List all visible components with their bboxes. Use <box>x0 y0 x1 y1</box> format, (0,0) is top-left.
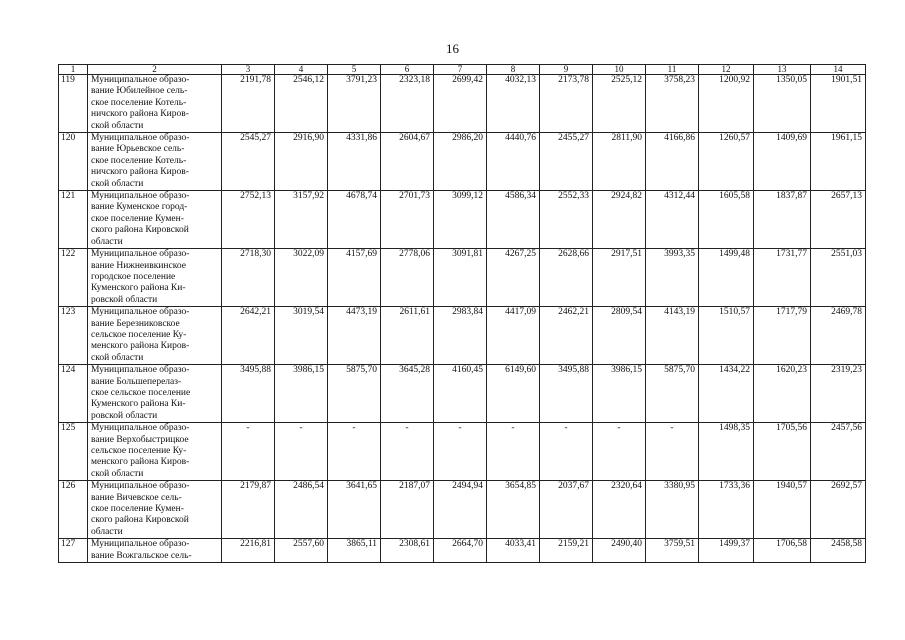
municipality-name-line: ского района Кировской <box>91 225 189 236</box>
value-cell: 2546,12 <box>275 75 328 133</box>
column-header-2: 2 <box>88 65 222 75</box>
value-cell: 2173,78 <box>540 75 593 133</box>
value-cell: 1350,05 <box>754 75 811 133</box>
value-cell: 4440,76 <box>487 133 540 191</box>
value-cell: - <box>328 423 381 481</box>
value-cell: 1837,87 <box>754 191 811 249</box>
value-cell: 2462,21 <box>540 307 593 365</box>
value-cell: 3495,88 <box>540 365 593 423</box>
municipality-name-line: вание Большеперелаз- <box>91 376 182 387</box>
value-cell: 1605,58 <box>699 191 754 249</box>
value-cell: 1260,57 <box>699 133 754 191</box>
value-cell: 1733,36 <box>699 481 754 539</box>
municipality-name-line: ской области <box>91 178 144 189</box>
value-cell: 1434,22 <box>699 365 754 423</box>
table-row <box>59 307 866 365</box>
municipality-name <box>88 191 222 249</box>
table-row <box>59 133 866 191</box>
value-cell: 1498,35 <box>699 423 754 481</box>
value-cell: - <box>381 423 434 481</box>
value-cell: 4312,44 <box>646 191 699 249</box>
value-cell: 3091,81 <box>434 249 487 307</box>
value-cell: 3157,92 <box>275 191 328 249</box>
value-cell: 1731,77 <box>754 249 811 307</box>
municipality-name-line: вание Березниковское <box>91 318 180 329</box>
municipality-name-line: сельское поселение Ку- <box>91 446 187 456</box>
value-cell: 2323,18 <box>381 75 434 133</box>
municipality-name-line: вание Нижнеивкинское <box>91 260 186 271</box>
municipality-name-line: вание Куменское город- <box>91 202 188 213</box>
column-header-8: 8 <box>487 65 540 75</box>
municipality-name-line: вание Вожгальское сель- <box>91 550 192 561</box>
value-cell: 2552,33 <box>540 191 593 249</box>
value-cell: 2811,90 <box>593 133 646 191</box>
value-cell: 2657,13 <box>811 191 866 249</box>
column-header-13: 13 <box>754 65 811 75</box>
municipality-name-line: сельское поселение Ку- <box>91 329 187 340</box>
value-cell: 3791,23 <box>328 75 381 133</box>
row-number: 124 <box>59 365 88 423</box>
value-cell: 2457,56 <box>811 423 866 481</box>
municipality-name-line: Муниципальное образо- <box>91 481 190 492</box>
table-row <box>59 249 866 307</box>
value-cell: 4678,74 <box>328 191 381 249</box>
value-cell: 3645,28 <box>381 365 434 423</box>
value-cell: - <box>646 423 699 481</box>
value-cell: 2551,03 <box>811 249 866 307</box>
municipality-name <box>88 133 222 191</box>
value-cell: 1200,92 <box>699 75 754 133</box>
value-cell: 1961,15 <box>811 133 866 191</box>
municipality-name-line: Муниципальное образо- <box>91 307 190 318</box>
municipality-name-line: ское поселение Кумен- <box>91 213 184 224</box>
value-cell: 2191,78 <box>222 75 275 133</box>
value-cell: 3759,51 <box>646 539 699 563</box>
value-cell: 2699,42 <box>434 75 487 133</box>
value-cell: 2718,30 <box>222 249 275 307</box>
municipality-name-line: Муниципальное образо- <box>91 191 190 202</box>
municipality-name-line: вание Верхобыстрицкое <box>91 434 189 445</box>
row-number: 125 <box>59 423 88 481</box>
municipality-name-line: менского района Киров- <box>91 341 190 352</box>
municipality-name-line: ничского района Киров- <box>91 109 189 120</box>
column-header-4: 4 <box>275 65 328 75</box>
municipality-name-line: ровской области <box>91 294 158 305</box>
value-cell: 2809,54 <box>593 307 646 365</box>
municipality-name-line: Муниципальное образо- <box>91 539 190 550</box>
value-cell: 2308,61 <box>381 539 434 563</box>
value-cell: 4473,19 <box>328 307 381 365</box>
municipality-name-line: ское поселение Котель- <box>91 155 187 166</box>
value-cell: 4160,45 <box>434 365 487 423</box>
value-cell: 2986,20 <box>434 133 487 191</box>
value-cell: 4157,69 <box>328 249 381 307</box>
row-number: 120 <box>59 133 88 191</box>
value-cell: 3865,11 <box>328 539 381 563</box>
value-cell: 3993,35 <box>646 249 699 307</box>
value-cell: 6149,60 <box>487 365 540 423</box>
value-cell: 2187,07 <box>381 481 434 539</box>
value-cell: 2752,13 <box>222 191 275 249</box>
municipality-name <box>88 481 222 539</box>
value-cell: 2179,87 <box>222 481 275 539</box>
municipality-name-line: области <box>91 236 123 247</box>
row-number: 121 <box>59 191 88 249</box>
page-number: 16 <box>446 41 459 56</box>
value-cell: 2216,81 <box>222 539 275 563</box>
municipality-name-line: Куменского района Ки- <box>91 283 186 294</box>
value-cell: 1901,51 <box>811 75 866 133</box>
municipality-name <box>88 365 222 423</box>
value-cell: 2664,70 <box>434 539 487 563</box>
municipality-name <box>88 249 222 307</box>
column-header-10: 10 <box>593 65 646 75</box>
value-cell: 4417,09 <box>487 307 540 365</box>
value-cell: 2490,40 <box>593 539 646 563</box>
municipality-name <box>88 539 222 563</box>
value-cell: 2486,54 <box>275 481 328 539</box>
municipality-name-line: Муниципальное образо- <box>91 423 190 434</box>
municipality-name <box>88 75 222 133</box>
value-cell: 1499,37 <box>699 539 754 563</box>
value-cell: 4586,34 <box>487 191 540 249</box>
column-header-12: 12 <box>699 65 754 75</box>
value-cell: 2983,84 <box>434 307 487 365</box>
value-cell: 4033,41 <box>487 539 540 563</box>
value-cell: 4143,19 <box>646 307 699 365</box>
value-cell: 2159,21 <box>540 539 593 563</box>
value-cell: 1510,57 <box>699 307 754 365</box>
value-cell: 2611,61 <box>381 307 434 365</box>
column-header-14: 14 <box>811 65 866 75</box>
municipality-name-line: ское поселение Кумен- <box>91 504 184 515</box>
municipality-name-line: ского района Кировской <box>91 515 189 526</box>
value-cell: 4032,13 <box>487 75 540 133</box>
value-cell: 2924,82 <box>593 191 646 249</box>
value-cell: 2469,78 <box>811 307 866 365</box>
value-cell: 4166,86 <box>646 133 699 191</box>
value-cell: 2642,21 <box>222 307 275 365</box>
municipality-name-line: вание Юрьевское сель- <box>91 144 185 155</box>
municipality-name-line: ничского района Киров- <box>91 167 189 178</box>
value-cell: 2557,60 <box>275 539 328 563</box>
table-row <box>59 365 866 423</box>
municipality-name-line: области <box>91 526 123 537</box>
value-cell: 2545,27 <box>222 133 275 191</box>
column-header-1: 1 <box>59 65 88 75</box>
column-header-9: 9 <box>540 65 593 75</box>
value-cell: 2628,66 <box>540 249 593 307</box>
value-cell: 3641,65 <box>328 481 381 539</box>
column-header-7: 7 <box>434 65 487 75</box>
value-cell: 1620,23 <box>754 365 811 423</box>
row-number: 126 <box>59 481 88 539</box>
table-row <box>59 423 866 481</box>
municipality-name-line: ской области <box>91 468 144 479</box>
municipality-name-line: Муниципальное образо- <box>91 133 190 144</box>
value-cell: - <box>487 423 540 481</box>
value-cell: 2778,06 <box>381 249 434 307</box>
value-cell: 3654,85 <box>487 481 540 539</box>
municipality-name-line: ское поселение Котель- <box>91 97 187 108</box>
value-cell: 2701,73 <box>381 191 434 249</box>
municipality-name-line: вание Юбилейное сель- <box>91 86 188 97</box>
municipality-name-line: Муниципальное образо- <box>91 365 190 376</box>
municipality-name-line: ровской области <box>91 410 158 421</box>
value-cell: 2037,67 <box>540 481 593 539</box>
value-cell: 3986,15 <box>275 365 328 423</box>
value-cell: 2692,57 <box>811 481 866 539</box>
municipality-name-line: менского района Киров- <box>91 457 190 468</box>
tariff-table <box>58 64 866 563</box>
value-cell: - <box>275 423 328 481</box>
value-cell: - <box>222 423 275 481</box>
value-cell: 2319,23 <box>811 365 866 423</box>
table-row <box>59 75 866 133</box>
municipality-name-line: Муниципальное образо- <box>91 249 190 260</box>
municipality-name-line: городское поселение <box>91 271 176 282</box>
municipality-name-line: ской области <box>91 120 144 131</box>
municipality-name <box>88 423 222 481</box>
value-cell: 2917,51 <box>593 249 646 307</box>
value-cell: - <box>540 423 593 481</box>
value-cell: 1717,79 <box>754 307 811 365</box>
table-body <box>59 75 866 563</box>
row-number: 122 <box>59 249 88 307</box>
municipality-name-line: вание Вичевское сель- <box>91 492 182 503</box>
value-cell: 1940,57 <box>754 481 811 539</box>
row-number: 123 <box>59 307 88 365</box>
value-cell: 1409,69 <box>754 133 811 191</box>
value-cell: - <box>593 423 646 481</box>
value-cell: 4267,25 <box>487 249 540 307</box>
header-row <box>59 65 866 75</box>
value-cell: 3986,15 <box>593 365 646 423</box>
value-cell: 4331,86 <box>328 133 381 191</box>
value-cell: - <box>434 423 487 481</box>
column-header-5: 5 <box>328 65 381 75</box>
row-number: 119 <box>59 75 88 133</box>
row-number: 127 <box>59 539 88 563</box>
value-cell: 2320,64 <box>593 481 646 539</box>
value-cell: 2455,27 <box>540 133 593 191</box>
table-row <box>59 191 866 249</box>
value-cell: 3758,23 <box>646 75 699 133</box>
value-cell: 1499,48 <box>699 249 754 307</box>
table-row <box>59 539 866 563</box>
column-header-6: 6 <box>381 65 434 75</box>
value-cell: 3099,12 <box>434 191 487 249</box>
municipality-name <box>88 307 222 365</box>
value-cell: 1706,58 <box>754 539 811 563</box>
value-cell: 3380,95 <box>646 481 699 539</box>
value-cell: 3495,88 <box>222 365 275 423</box>
municipality-name-line: ское сельское поселение <box>91 387 191 398</box>
value-cell: 3022,09 <box>275 249 328 307</box>
municipality-name-line: Куменского района Ки- <box>91 399 186 410</box>
value-cell: 5875,70 <box>646 365 699 423</box>
municipality-name-line: ской области <box>91 352 144 363</box>
value-cell: 2458,58 <box>811 539 866 563</box>
table-row <box>59 481 866 539</box>
municipality-name-line: Муниципальное образо- <box>91 75 190 85</box>
value-cell: 3019,54 <box>275 307 328 365</box>
value-cell: 5875,70 <box>328 365 381 423</box>
value-cell: 2525,12 <box>593 75 646 133</box>
value-cell: 2494,94 <box>434 481 487 539</box>
column-header-11: 11 <box>646 65 699 75</box>
column-header-3: 3 <box>222 65 275 75</box>
value-cell: 2916,90 <box>275 133 328 191</box>
value-cell: 1705,56 <box>754 423 811 481</box>
value-cell: 2604,67 <box>381 133 434 191</box>
